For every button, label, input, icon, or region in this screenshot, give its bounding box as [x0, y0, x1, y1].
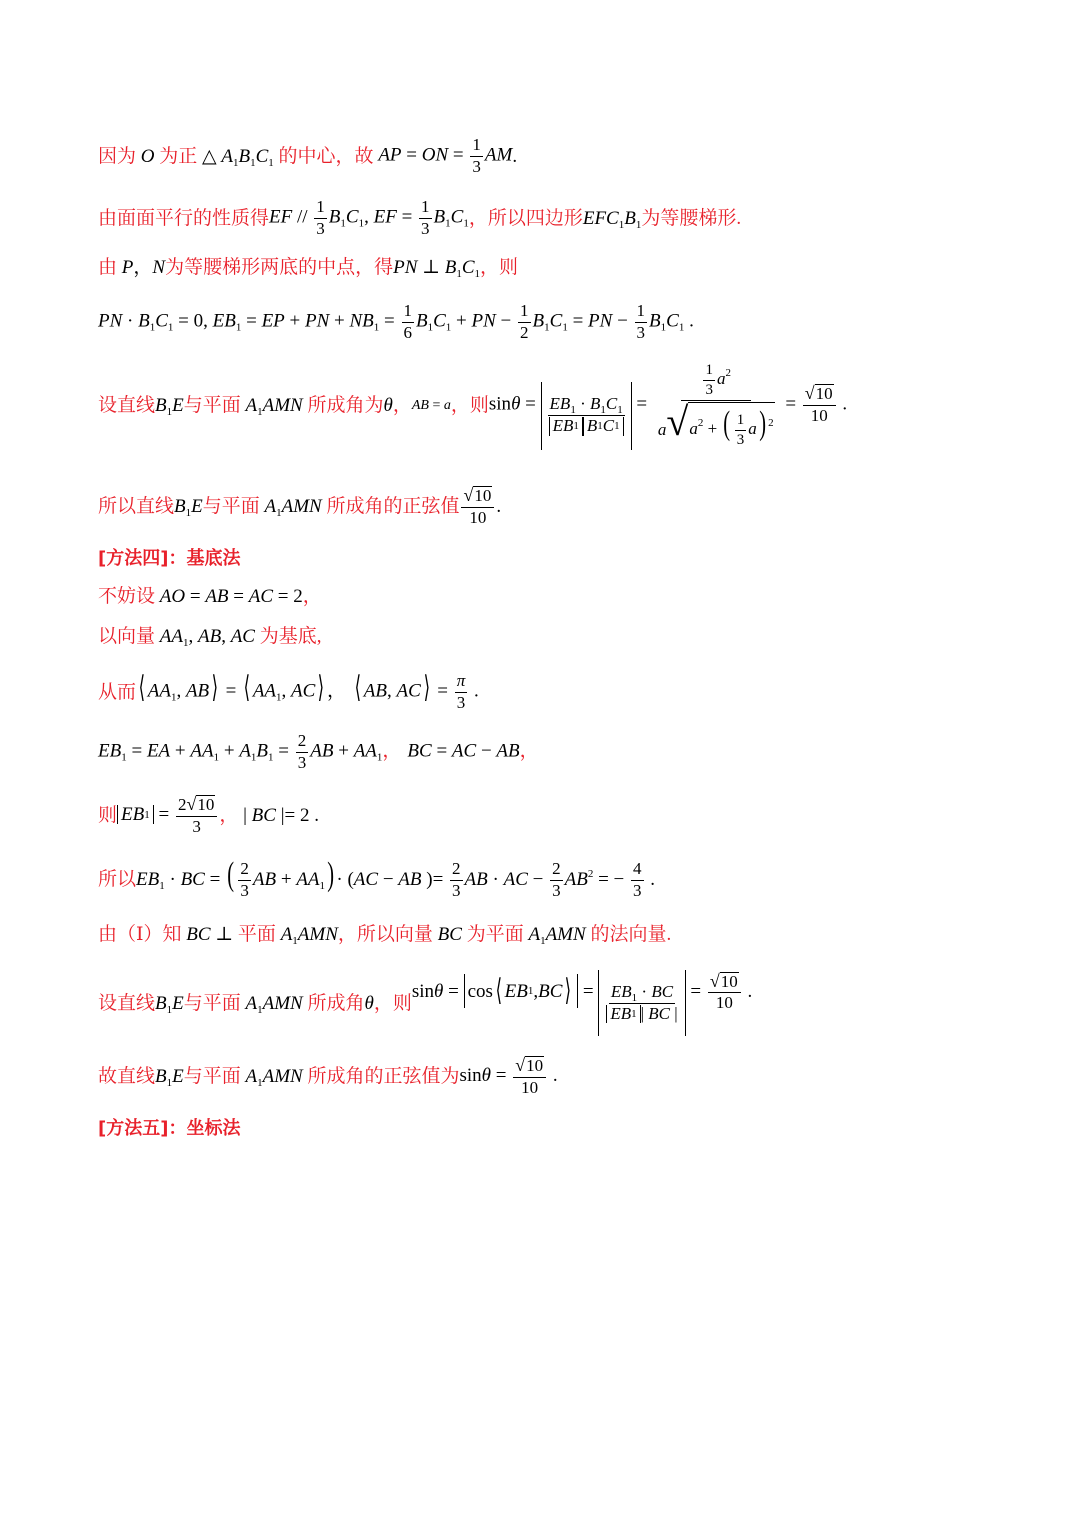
- text-line-14: 设直线 $B_1E$ 与平面 $A_1AMN$ 所成角 θ ，则 sinθ = cos ⟨ EB 1 , BC ⟩ = $EB_1$ · BC EB 1 | BC | = √ 10 10 .: [98, 970, 752, 1036]
- text-segment: .: [512, 145, 518, 167]
- text-segment: 以向量: [98, 626, 156, 647]
- text-line-8: 以向量 $AA_1$, AB, AC 为基底,: [98, 626, 322, 649]
- text-segment: ，: [302, 586, 322, 607]
- text-line-12: 所以 $EB_1$ · BC = ( $\frac{2}{3}$ AB + $AA_1) \cdot (AC$ − AB )= $\frac{2}{3}$ AB · AC − $\frac{2}{3}$ $AB^2$ = − $\frac{4}{3}$ .: [98, 856, 655, 901]
- text-segment: 与平面: [183, 395, 241, 417]
- equation-line-10: $EB_1$ = EA + $AA_1 + A_1B_1$ = $\frac{2}{3}$ AB + $AA_1$， BC = AC − AB，: [98, 731, 539, 772]
- text-segment: ，则: [450, 395, 489, 417]
- text-segment: ，所以向量: [337, 924, 433, 945]
- text-segment: 不妨设: [98, 586, 156, 607]
- text-segment: 为平面: [466, 924, 524, 945]
- text-line-3: 由 P，N 为等腰梯形两底的中点，得 PN ⊥ $B_1C_1$ ，则: [98, 257, 519, 280]
- text-segment: 由面面平行的性质得: [98, 207, 270, 229]
- section-heading-method-4: [方法四]：基底法: [98, 548, 241, 569]
- text-segment: 为基底,: [259, 626, 322, 647]
- text-segment: 从而: [98, 681, 137, 703]
- text-segment: 平面: [237, 924, 276, 945]
- text-segment: 为等腰梯形两底的中点，得: [165, 257, 394, 278]
- text-segment: 为正: [159, 145, 198, 167]
- equation-line-4: PN · $B_1C_1 = 0$, $EB_1$ = EP + PN + $NB_1$ = $\frac{1}{6}$ $B_1C_1$ + PN − $\frac{1}{2}$ $B_1C_1$ = PN − $\frac{1}{3}$ $B_1C_1$ .: [98, 301, 694, 342]
- text-segment: ，则: [373, 992, 412, 1014]
- text-line-6: 所以直线 $B_1E$ 与平面 $A_1AMN$ 所成角的正弦值 √ 10 10 .: [98, 485, 502, 527]
- text-line-2: 由面面平行的性质得 EF // $\frac{1}{3}$ $B_1C_1$, EF = $\frac{1}{3}$ $B_1C_1$ ，所以四边形 $EFC_1B_1$ 为等腰梯形.: [98, 197, 742, 238]
- text-segment: 与平面: [183, 1066, 241, 1088]
- text-segment: 由（Ⅰ）知: [98, 924, 182, 945]
- text-segment: 为等腰梯形.: [641, 207, 742, 229]
- text-line-13: 由（Ⅰ）知 BC ⊥ 平面 $A_1AMN$ ，所以向量 BC 为平面 $A_1AMN$ 的法向量.: [98, 924, 672, 947]
- text-segment: 与平面: [183, 992, 241, 1014]
- text-segment: 所成角的正弦值为: [307, 1066, 460, 1088]
- text-line-9: 从而 ⟨ $AA_1$, AB⟩ = ⟨ $AA_1$, AC⟩ ， ⟨ AB, AC⟩ = $\frac{\pi}{3}$ .: [98, 670, 479, 712]
- text-segment: 所以直线: [98, 496, 175, 518]
- text-line-11: 则 EB 1 = 2 √ 10 3 ， | BC |= 2 .: [98, 794, 319, 836]
- text-line-5: 设直线 $B_1E$ 与平面 $A_1AMN$ 所成角为 θ ， AB = a ，则 sinθ = $EB_1 \cdot B_1C_1$ EB 1 B 1 C 1 = $\frac{1}{3}$ $a^2$ a √ $a^2$ + ( $\frac{1}{3}$ a) $^2$ = √ 10 10 .: [98, 362, 848, 448]
- text-segment: 由: [98, 257, 118, 278]
- text-segment: 所成角的正弦值: [326, 496, 460, 518]
- text-segment: 设直线: [98, 395, 156, 417]
- text-segment: 与平面: [202, 496, 260, 518]
- text-segment: .: [496, 496, 502, 518]
- text-segment: 所成角为: [307, 395, 384, 417]
- text-segment: 所以: [98, 868, 137, 890]
- text-segment: 则: [98, 805, 118, 827]
- text-segment: ，所以四边形: [468, 207, 583, 229]
- text-segment: ，: [392, 395, 412, 417]
- text-segment: 的中心，故: [278, 145, 374, 167]
- text-segment: 的法向量.: [590, 924, 672, 945]
- text-segment: 故直线: [98, 1066, 156, 1088]
- text-segment: 设直线: [98, 992, 156, 1014]
- text-segment: 所成角: [307, 992, 365, 1014]
- text-segment: ，则: [480, 257, 519, 278]
- section-heading-method-5: [方法五]：坐标法: [98, 1118, 241, 1139]
- text-line-15: 故直线 $B_1E$ 与平面 $A_1AMN$ 所成角的正弦值为 sinθ = √ 10 10 .: [98, 1055, 558, 1097]
- text-segment: 因为: [98, 145, 137, 167]
- text-line-7: 不妨设 AO = AB = AC = 2 ，: [98, 586, 322, 607]
- text-line-1: 因为 O 为正 △ $A_1B_1C_1$ 的中心，故 AP = ON = $\frac{1}{3}$ AM .: [98, 135, 518, 176]
